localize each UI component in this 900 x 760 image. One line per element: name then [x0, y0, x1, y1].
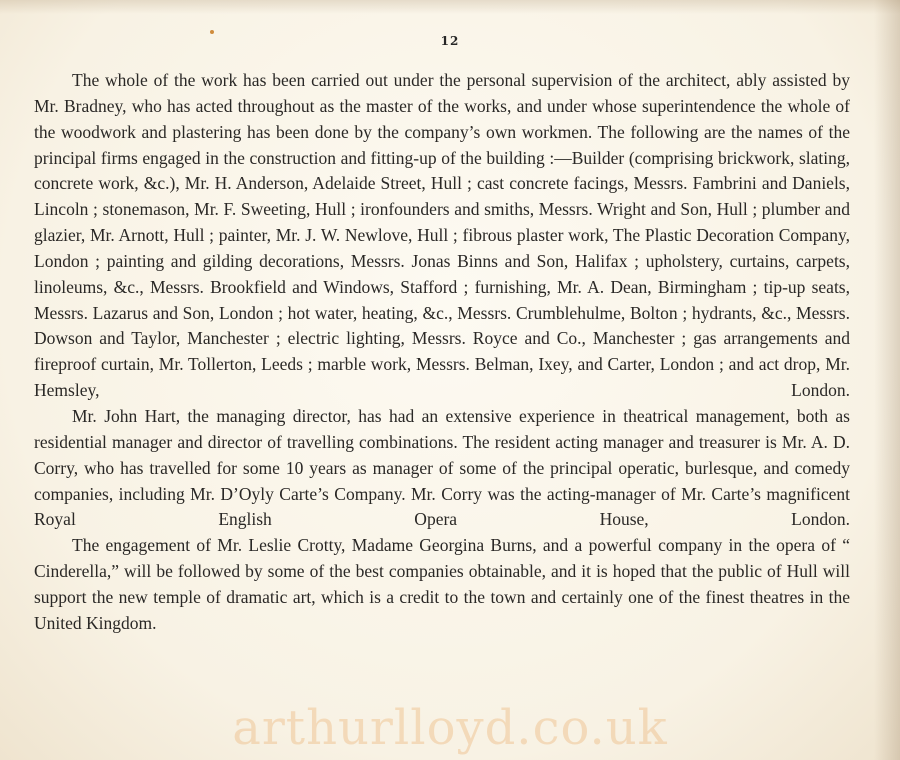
paragraph-construction-firms: The whole of the work has been carried out under the personal supervision of the architect, ably assisted by Mr. Bradney, who has acted throughout as the master of the works, and under whose superintendence the whole of the woodwork and plastering has been done by the company’s own workmen. The following are the names of the principal firms engaged in the construction and fitting-up of the building :—Builder (comprising brickwork, slating, concrete work, &c.), Mr. H. Anderson, Adelaide Street, Hull ; cast concrete facings, Messrs. Fambrini and Daniels, Lincoln ; stonemason, Mr. F. Sweeting, Hull ; ironfounders and smiths, Messrs. Wright and Son, Hull ; plumber and glazier, Mr. Arnott, Hull ; painter, Mr. J. W. Newlove, Hull ; fibrous plaster work, The Plastic Decoration Company, London ; painting and gilding decorations, Messrs. Jonas Binns and Son, Halifax ; upholstery, curtains, carpets, linoleums, &c., Messrs. Brookfield and Windows, Stafford ; furnishing, Mr. A. Dean, Birmingham ; tip-up seats, Messrs. Lazarus and Son, London ; hot water, heating, &c., Messrs. Crumblehulme, Bolton ; hydrants, &c., Messrs. Dowson and Taylor, Manchester ; electric lighting, Messrs. Royce and Co., Manchester ; gas arrangements and fireproof curtain, Mr. Tollerton, Leeds ; marble work, Messrs. Belman, Ixey, and Carter, London ; and act drop, Mr. Hemsley, London.	[34, 70, 850, 401]
site-watermark: arthurlloyd.co.uk	[232, 700, 668, 756]
page-top-shadow	[0, 0, 900, 14]
page-edge-shadow	[874, 0, 900, 760]
page-number: 12	[440, 34, 460, 48]
body-text	[34, 68, 850, 637]
paragraph-engagement: The engagement of Mr. Leslie Crotty, Madame Georgina Burns, and a powerful company in the opera of “ Cinderella,” will be followed by some of the best companies obtainable, and it is hoped that the public of Hull will support the new temple of dramatic art, which is a credit to the town and certainly one of the finest theatres in the United Kingdom.	[34, 535, 850, 633]
paragraph-management: Mr. John Hart, the managing director, has had an extensive experience in theatrical management, both as residential manager and director of travelling combinations. The resident acting manager and treasurer is Mr. A. D. Corry, who has travelled for some 10 years as manager of some of the principal operatic, burlesque, and comedy companies, including Mr. D’Oyly Carte’s Company. Mr. Corry was the acting-manager of Mr. Carte’s magnificent Royal English Opera House, London.	[34, 405, 850, 530]
